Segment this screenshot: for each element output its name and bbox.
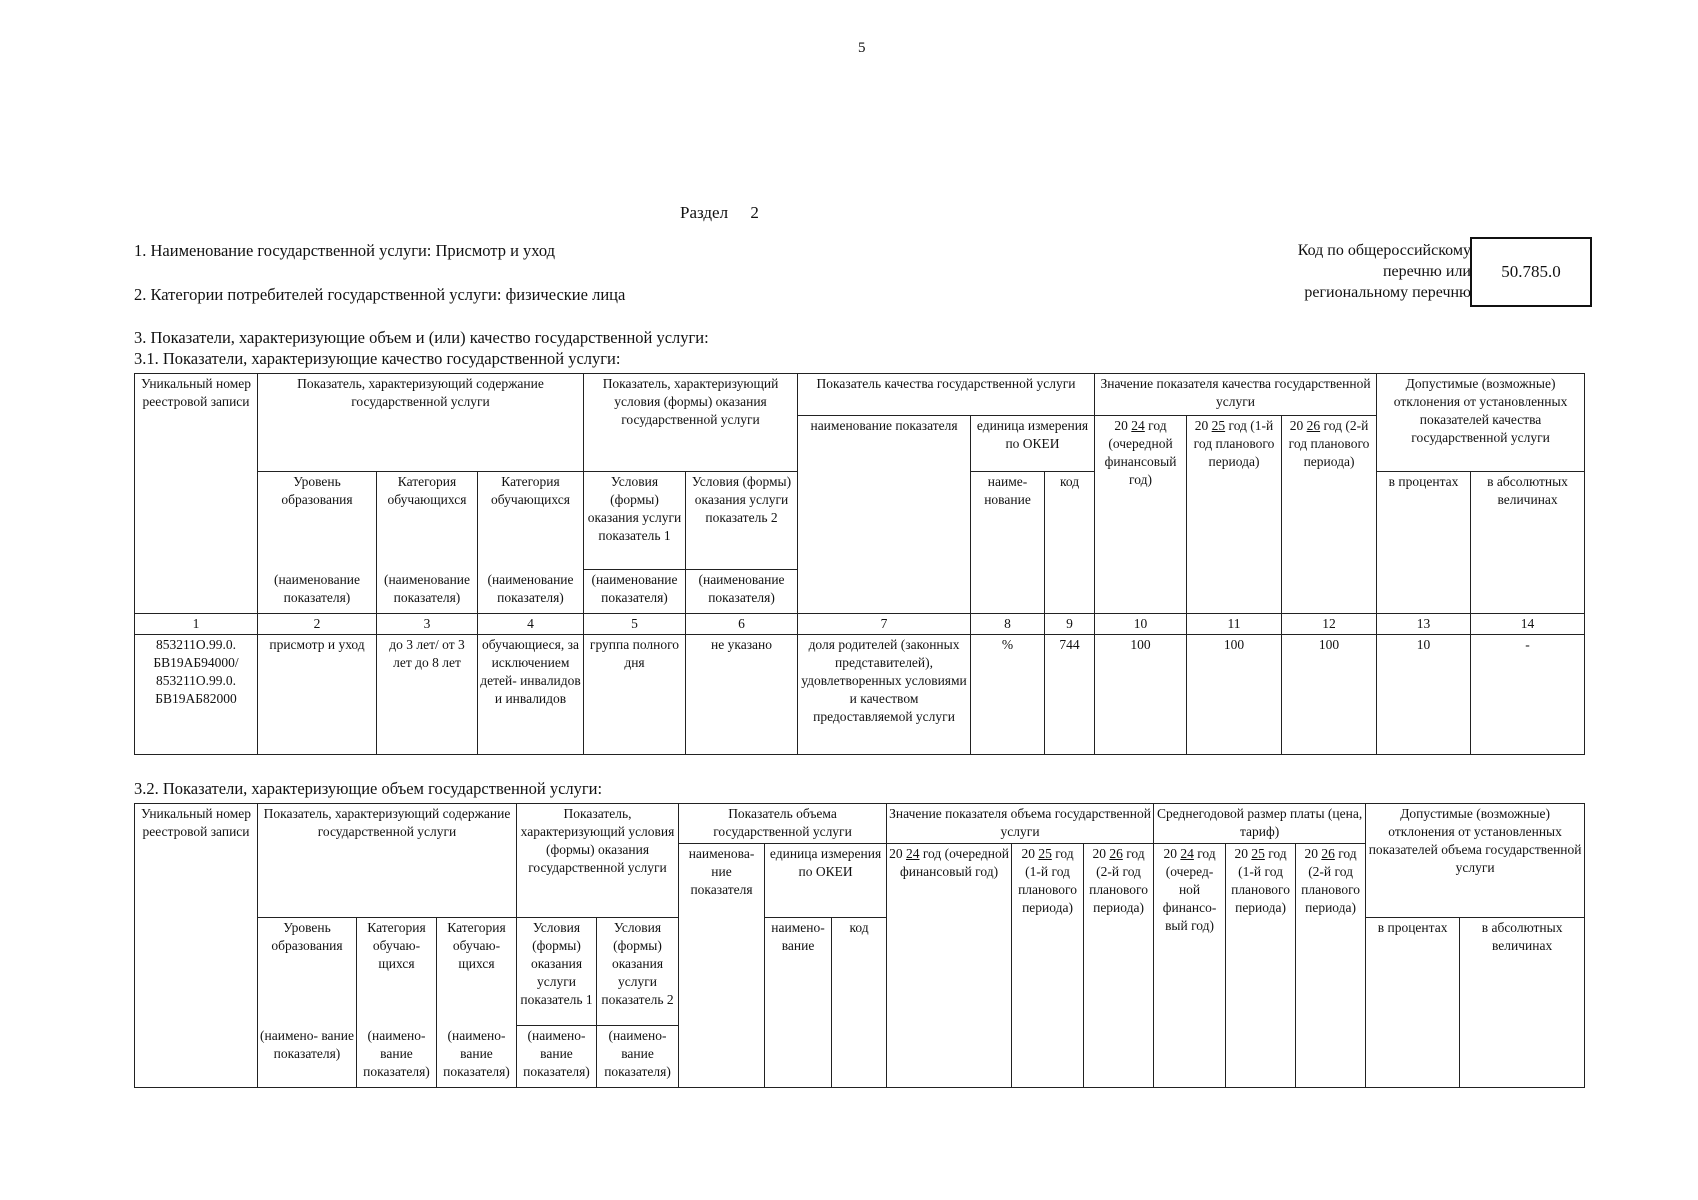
header-deviation-absolute: в абсолютных величинах xyxy=(1460,918,1585,1088)
header-deviation-percent: в процентах xyxy=(1366,918,1460,1088)
header-edu-level: Уровень образования xyxy=(258,472,377,570)
header-quality: Показатель качества государственной услуги xyxy=(798,374,1095,416)
cell-indicator: доля родителей (законных представителей), удовлетворенных условиями и качеством предоставляемой услуги xyxy=(798,635,971,755)
cell-condition-1: группа полного дня xyxy=(584,635,686,755)
col-number: 6 xyxy=(686,614,798,635)
fee-year-1-prefix: 20 xyxy=(1163,846,1177,861)
header-unit: единица измерения по ОКЕИ xyxy=(971,416,1095,472)
cell-unit: % xyxy=(971,635,1045,755)
col-number: 11 xyxy=(1187,614,1282,635)
header-value-year-1 xyxy=(887,844,1012,1088)
col-number: 13 xyxy=(1377,614,1471,635)
fee-year-1-suffix: 24 xyxy=(1180,846,1194,861)
header-condition-1: Условия (формы) оказания услуги показатель 1 xyxy=(584,472,686,570)
indicators-heading: 3. Показатели, характеризующие объем и (или) качество государственной услуги: xyxy=(134,328,709,347)
volume-table xyxy=(134,803,1585,1088)
header-unit-name: наиме- нование xyxy=(971,472,1045,614)
header-deviation-absolute: в абсолютных величинах xyxy=(1471,472,1585,614)
service-name: 1. Наименование государственной услуги: Присмотр и уход xyxy=(134,241,556,260)
header-content: Показатель, характеризующий содержание государственной услуги xyxy=(258,374,584,472)
fee-year-3-suffix: 26 xyxy=(1321,846,1335,861)
cell-registry: 853211О.99.0. БВ19АБ94000/ 853211О.99.0. БВ19АБ82000 xyxy=(135,635,258,755)
year-1-suffix: 24 xyxy=(1131,418,1145,433)
registry-code-box xyxy=(1470,237,1592,307)
year-2-prefix: 20 xyxy=(1194,418,1209,433)
year-3-text: год (2-й год планового периода) xyxy=(1288,418,1370,469)
value-year-3-suffix: 26 xyxy=(1109,846,1123,861)
header-deviation: Допустимые (возможные) отклонения от установленных показателей качества государственной услуги xyxy=(1377,374,1585,472)
header-name-ind-4: (наимено- вание показателя) xyxy=(517,1026,597,1088)
fee-year-3-text: год (2-й год планового периода) xyxy=(1301,846,1361,915)
cell-value-3: 100 xyxy=(1282,635,1377,755)
fee-year-2-prefix: 20 xyxy=(1234,846,1248,861)
year-3-prefix: 20 xyxy=(1289,418,1304,433)
header-value: Значение показателя качества государственной услуги xyxy=(1095,374,1377,416)
col-number: 2 xyxy=(258,614,377,635)
year-1-text: год (очередной финансовый год) xyxy=(1104,418,1177,487)
cell-deviation-percent: 10 xyxy=(1377,635,1471,755)
header-registry: Уникальный номер реестровой записи xyxy=(135,804,258,1088)
col-number: 12 xyxy=(1282,614,1377,635)
header-name-ind-3: (наимено- вание показателя) xyxy=(437,1026,517,1088)
header-deviation: Допустимые (возможные) отклонения от установленных показателей объема государственной услуги xyxy=(1366,804,1585,918)
header-condition-2: Условия (формы) оказания услуги показатель 2 xyxy=(597,918,679,1026)
header-name-ind-1: (наимено- вание показателя) xyxy=(258,1026,357,1088)
cell-deviation-absolute: - xyxy=(1471,635,1585,755)
quality-table xyxy=(134,373,1585,755)
header-name-ind-5: (наимено- вание показателя) xyxy=(597,1026,679,1088)
volume-indicators-heading: 3.2. Показатели, характеризующие объем государственной услуги: xyxy=(134,779,603,798)
header-registry: Уникальный номер реестровой записи xyxy=(135,374,258,614)
header-category-2: Категория обучаю- щихся xyxy=(437,918,517,1026)
value-year-2-text: год (1-й год планового периода) xyxy=(1018,846,1077,915)
col-number: 10 xyxy=(1095,614,1187,635)
col-number: 4 xyxy=(478,614,584,635)
code-label-line1: Код по общероссийскому xyxy=(1297,242,1471,259)
header-name-ind-3: (наименование показателя) xyxy=(478,570,584,614)
col-number: 1 xyxy=(135,614,258,635)
header-name-ind-5: (наименование показателя) xyxy=(686,570,798,614)
code-label-line2: перечню или xyxy=(1382,263,1471,280)
header-indicator-name: наименование показателя xyxy=(798,416,971,614)
header-name-ind-1: (наименование показателя) xyxy=(258,570,377,614)
consumer-categories: 2. Категории потребителей государственной услуги: физические лица xyxy=(134,285,626,304)
header-unit: единица измерения по ОКЕИ xyxy=(765,844,887,918)
value-year-3-prefix: 20 xyxy=(1092,846,1106,861)
section-number: 2 xyxy=(750,203,759,222)
header-fee-year-2 xyxy=(1226,844,1296,1088)
header-name-ind-2: (наимено- вание показателя) xyxy=(357,1026,437,1088)
registry-code-label xyxy=(1298,240,1471,303)
value-year-1-prefix: 20 xyxy=(889,846,903,861)
header-value-year-2 xyxy=(1012,844,1084,1088)
code-label-line3: региональному перечню xyxy=(1304,284,1471,301)
header-fee: Среднегодовой размер платы (цена, тариф) xyxy=(1154,804,1366,844)
fee-year-1-text: год (очеред- ной финансо- вый год) xyxy=(1162,846,1217,933)
fee-year-3-prefix: 20 xyxy=(1304,846,1318,861)
value-year-2-prefix: 20 xyxy=(1021,846,1035,861)
header-fee-year-1 xyxy=(1154,844,1226,1088)
cell-edu-level: присмотр и уход xyxy=(258,635,377,755)
cell-value-1: 100 xyxy=(1095,635,1187,755)
header-value-year-3 xyxy=(1084,844,1154,1088)
year-2-text: год (1-й год планового периода) xyxy=(1193,418,1275,469)
col-number: 14 xyxy=(1471,614,1585,635)
header-unit-name: наимено- вание xyxy=(765,918,832,1088)
header-fee-year-3 xyxy=(1296,844,1366,1088)
col-number: 9 xyxy=(1045,614,1095,635)
section-label: Раздел xyxy=(680,203,729,222)
header-name-ind-2: (наименование показателя) xyxy=(377,570,478,614)
header-year-2 xyxy=(1187,416,1282,614)
header-category-2: Категория обучающихся xyxy=(478,472,584,570)
header-category-1: Категория обучаю- щихся xyxy=(357,918,437,1026)
header-volume: Показатель объема государственной услуги xyxy=(679,804,887,844)
header-conditions: Показатель, характеризующий условия (формы) оказания государственной услуги xyxy=(584,374,798,472)
header-category-1: Категория обучающихся xyxy=(377,472,478,570)
col-number: 5 xyxy=(584,614,686,635)
cell-category-1: до 3 лет/ от 3 лет до 8 лет xyxy=(377,635,478,755)
value-year-1-suffix: 24 xyxy=(905,846,920,861)
cell-value-2: 100 xyxy=(1187,635,1282,755)
year-3-suffix: 26 xyxy=(1306,418,1321,433)
table-row xyxy=(135,635,1585,755)
value-year-3-text: год (2-й год планового периода) xyxy=(1089,846,1149,915)
cell-category-2: обучающиеся, за исключением детей- инвалидов и инвалидов xyxy=(478,635,584,755)
header-year-3 xyxy=(1282,416,1377,614)
year-1-prefix: 20 xyxy=(1114,418,1128,433)
header-indicator-name: наименова- ние показателя xyxy=(679,844,765,1088)
fee-year-2-suffix: 25 xyxy=(1251,846,1265,861)
header-condition-2: Условия (формы) оказания услуги показатель 2 xyxy=(686,472,798,570)
value-year-2-suffix: 25 xyxy=(1038,846,1052,861)
col-number: 8 xyxy=(971,614,1045,635)
header-conditions: Показатель, характеризующий условия (формы) оказания государственной услуги xyxy=(517,804,679,918)
header-condition-1: Условия (формы) оказания услуги показатель 1 xyxy=(517,918,597,1026)
fee-year-2-text: год (1-й год планового периода) xyxy=(1231,846,1291,915)
year-2-suffix: 25 xyxy=(1211,418,1226,433)
section-title xyxy=(680,203,759,223)
value-year-1-text: год (очередной финансовый год) xyxy=(899,846,1009,879)
cell-condition-2: не указано xyxy=(686,635,798,755)
quality-indicators-heading: 3.1. Показатели, характеризующие качество государственной услуги: xyxy=(134,349,621,368)
header-unit-code: код xyxy=(1045,472,1095,614)
col-number: 7 xyxy=(798,614,971,635)
header-content: Показатель, характеризующий содержание государственной услуги xyxy=(258,804,517,918)
cell-unit-code: 744 xyxy=(1045,635,1095,755)
header-year-1 xyxy=(1095,416,1187,614)
header-unit-code: код xyxy=(832,918,887,1088)
header-name-ind-4: (наименование показателя) xyxy=(584,570,686,614)
col-number: 3 xyxy=(377,614,478,635)
page-number: 5 xyxy=(858,40,866,56)
header-deviation-percent: в процентах xyxy=(1377,472,1471,614)
header-edu-level: Уровень образования xyxy=(258,918,357,1026)
registry-code-value: 50.785.0 xyxy=(1501,262,1561,281)
header-value: Значение показателя объема государственной услуги xyxy=(887,804,1154,844)
